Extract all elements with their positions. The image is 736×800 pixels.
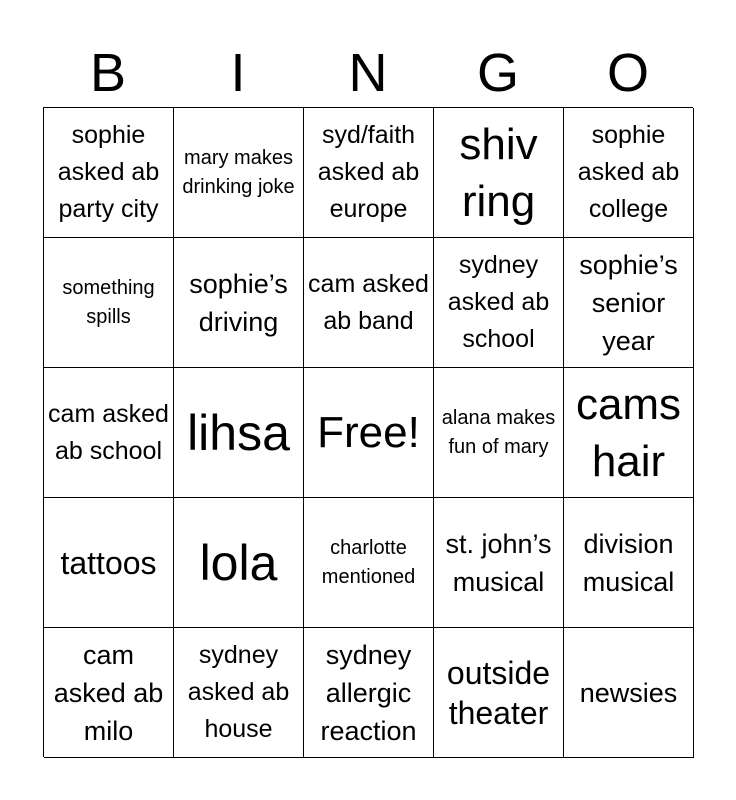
bingo-cell-text: shiv ring bbox=[459, 119, 538, 226]
bingo-cell-text: sydney allergic reaction bbox=[320, 639, 417, 746]
bingo-cell[interactable] bbox=[564, 238, 694, 368]
bingo-cell-text: sydney asked ab house bbox=[187, 641, 290, 743]
bingo-cell-text: sophie’s senior year bbox=[579, 249, 678, 356]
bingo-cell[interactable] bbox=[174, 498, 304, 628]
bingo-cell[interactable] bbox=[564, 498, 694, 628]
free-space-text: Free! bbox=[317, 408, 420, 457]
bingo-cell[interactable] bbox=[174, 238, 304, 368]
bingo-cell-text: st. john’s musical bbox=[445, 528, 552, 597]
bingo-cell-text: cam asked ab milo bbox=[53, 639, 164, 746]
bingo-cell-text: lola bbox=[199, 534, 278, 591]
bingo-cell[interactable] bbox=[44, 498, 174, 628]
header-letter-n: N bbox=[348, 43, 388, 103]
bingo-cell[interactable] bbox=[44, 108, 174, 238]
bingo-cell-text: alana makes fun of mary bbox=[441, 406, 556, 458]
bingo-cell-text: tattoos bbox=[60, 544, 157, 581]
bingo-board bbox=[43, 107, 693, 757]
bingo-cell-text: outside theater bbox=[446, 654, 551, 731]
bingo-cell-text: division musical bbox=[582, 528, 675, 597]
bingo-cell[interactable] bbox=[174, 628, 304, 758]
bingo-cell[interactable] bbox=[434, 498, 564, 628]
bingo-cell-text: newsies bbox=[579, 677, 678, 708]
bingo-cell-text: sydney asked ab school bbox=[447, 251, 550, 353]
bingo-cell[interactable] bbox=[564, 628, 694, 758]
bingo-cell-text: syd/faith asked ab europe bbox=[317, 121, 420, 223]
bingo-cell[interactable] bbox=[174, 108, 304, 238]
bingo-cell-text: cam asked ab school bbox=[48, 399, 169, 465]
bingo-cell-text: something spills bbox=[62, 276, 155, 328]
bingo-cell[interactable] bbox=[304, 108, 434, 238]
bingo-cell-text: cam asked ab band bbox=[308, 269, 429, 335]
bingo-cell[interactable] bbox=[434, 108, 564, 238]
bingo-cell[interactable] bbox=[304, 498, 434, 628]
bingo-cell[interactable] bbox=[304, 628, 434, 758]
bingo-cell[interactable] bbox=[564, 108, 694, 238]
header-letter-g: G bbox=[476, 43, 519, 103]
bingo-cell[interactable] bbox=[564, 368, 694, 498]
bingo-cell[interactable] bbox=[304, 238, 434, 368]
header-letter-i: I bbox=[230, 43, 246, 103]
bingo-cell-text: mary makes drinking joke bbox=[182, 146, 295, 198]
bingo-cell[interactable] bbox=[44, 628, 174, 758]
bingo-cell-text: lihsa bbox=[187, 404, 290, 461]
header-letter-b: B bbox=[89, 43, 127, 103]
bingo-header bbox=[43, 40, 693, 106]
bingo-cell-text: sophie asked ab party city bbox=[57, 121, 160, 223]
free-space-cell[interactable] bbox=[304, 368, 434, 498]
bingo-cell[interactable] bbox=[174, 368, 304, 498]
bingo-cell-text: cams hair bbox=[575, 379, 682, 486]
bingo-cell[interactable] bbox=[434, 368, 564, 498]
bingo-cell[interactable] bbox=[434, 628, 564, 758]
bingo-cell[interactable] bbox=[44, 368, 174, 498]
bingo-cell[interactable] bbox=[44, 238, 174, 368]
bingo-cell-text: sophie’s driving bbox=[189, 268, 288, 337]
bingo-cell[interactable] bbox=[434, 238, 564, 368]
bingo-cell-text: sophie asked ab college bbox=[577, 121, 680, 223]
header-letter-o: O bbox=[606, 43, 649, 103]
bingo-cell-text: charlotte mentioned bbox=[321, 536, 416, 588]
